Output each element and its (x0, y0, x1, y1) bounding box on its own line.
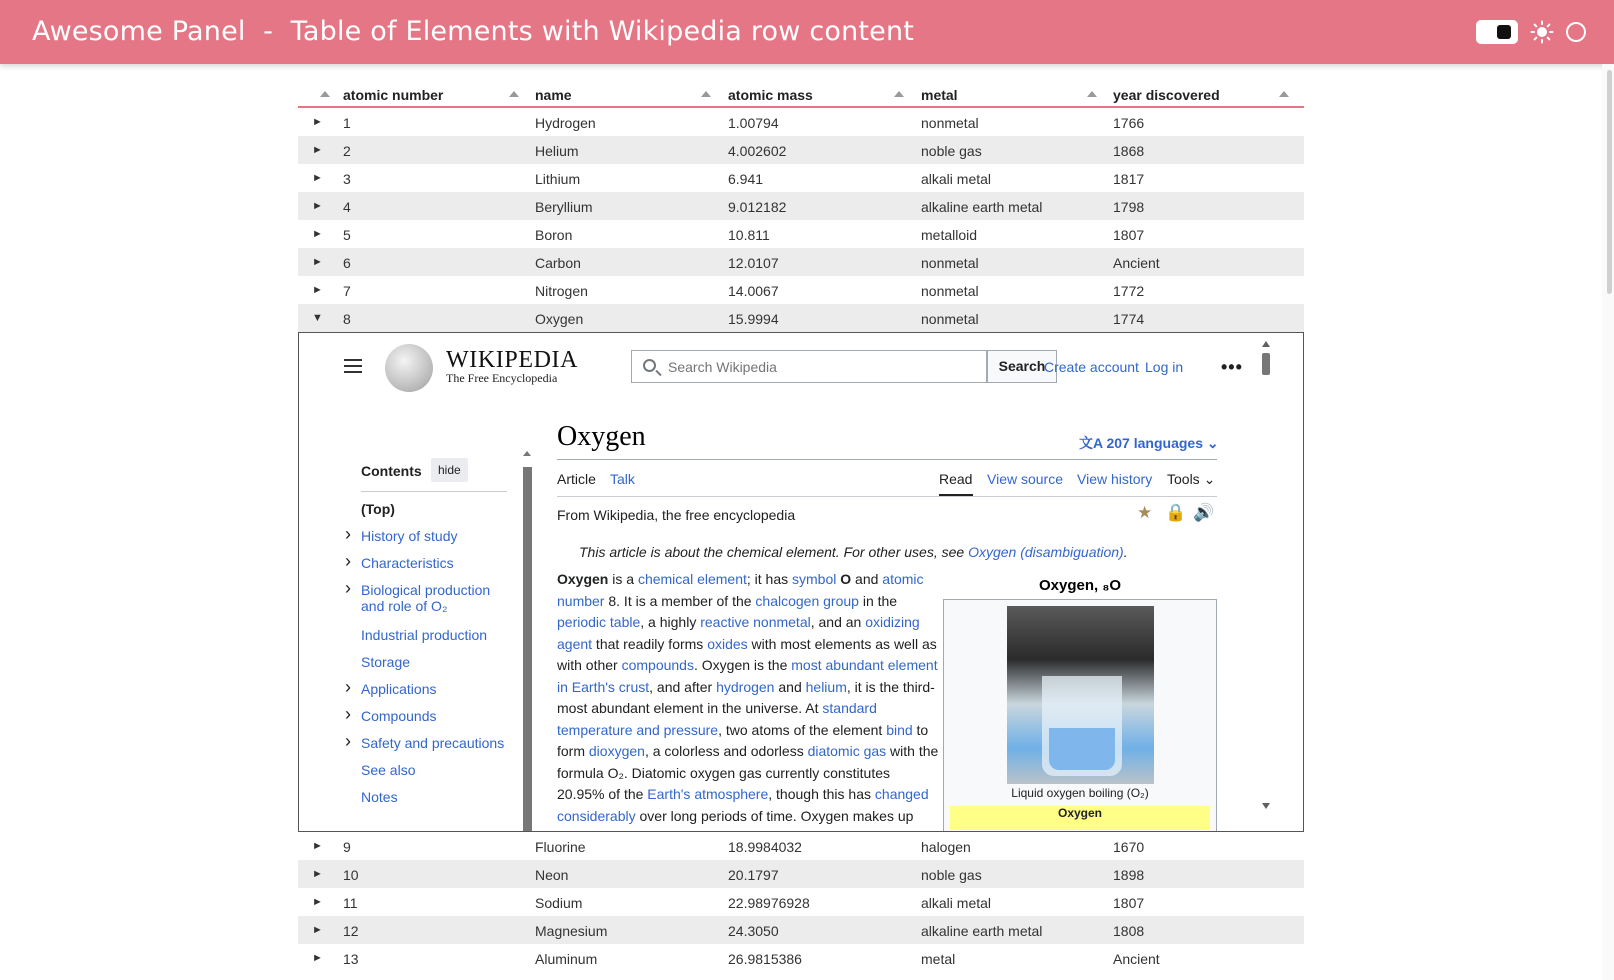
cell-metal: metal (921, 951, 956, 967)
cell-year: 1808 (1113, 923, 1145, 939)
cell-metal: nonmetal (921, 255, 979, 271)
expand-row-icon[interactable]: ► (312, 284, 323, 296)
article-link[interactable]: most abundant element (791, 657, 938, 673)
body-line (557, 806, 933, 828)
expand-row-icon[interactable]: ► (312, 116, 323, 128)
chevron-down-icon: ⌄ (1206, 435, 1219, 451)
cell-name: Magnesium (535, 923, 608, 939)
chevron-down-icon: ⌄ (1203, 471, 1216, 487)
sort-arrow-icon[interactable] (701, 91, 711, 97)
body-text: , it is the third- (846, 678, 935, 695)
cell-n: 6 (343, 255, 351, 271)
toc-item[interactable] (361, 654, 410, 670)
bold-text: O (840, 571, 852, 587)
tab-view-source[interactable]: View source (987, 471, 1064, 487)
cell-metal: alkaline earth metal (921, 199, 1043, 215)
hatnote (579, 544, 1128, 560)
column-year-discovered[interactable] (1113, 80, 1303, 103)
article-link[interactable]: reactive nonmetal (700, 614, 811, 630)
body-text: to (912, 721, 929, 738)
article-link[interactable]: agent (557, 635, 593, 652)
wikipedia-row-content (298, 332, 1304, 832)
body-line (557, 784, 933, 806)
article-link[interactable]: changed (874, 786, 929, 802)
toc-item[interactable] (361, 627, 487, 643)
cell-mass: 20.1797 (728, 867, 779, 883)
lock-icon[interactable]: 🔒 (1165, 503, 1187, 522)
article-link[interactable]: number (557, 592, 605, 609)
sort-arrow-icon[interactable] (1279, 91, 1289, 97)
body-text: ; it has (746, 571, 793, 587)
languages-button[interactable] (1079, 433, 1219, 453)
tabs-divider (557, 496, 1217, 497)
body-text: , a highly (640, 614, 701, 630)
infobox-caption: Liquid oxygen boiling (O₂) (1011, 786, 1149, 800)
site-subtitle: From Wikipedia, the free encyclopedia (557, 507, 796, 523)
chevron-right-icon[interactable]: › (345, 524, 351, 544)
cell-name: Carbon (535, 255, 581, 271)
translate-icon: 文A (1079, 435, 1103, 451)
wiki-scrollbar-thumb[interactable] (1262, 353, 1270, 375)
toc-item-label: History of study (361, 528, 458, 544)
cell-name: Sodium (535, 895, 583, 911)
toc-item-label: See also (361, 762, 416, 778)
toc-item-label: Characteristics (361, 555, 454, 571)
toc-item[interactable] (345, 578, 491, 614)
body-text: with the (886, 743, 939, 759)
cell-mass: 24.3050 (728, 923, 779, 939)
article-link[interactable]: considerably (557, 807, 636, 824)
table-row[interactable] (298, 860, 1304, 888)
tools-label: Tools (1167, 471, 1200, 487)
body-text: , and an (810, 614, 866, 630)
body-text: , a colorless and odorless (644, 743, 808, 759)
wiki-search-box[interactable] (631, 350, 987, 383)
body-line (557, 612, 933, 634)
article-link[interactable]: standard (822, 700, 877, 716)
expand-row-icon[interactable]: ► (312, 952, 323, 964)
article-link[interactable]: hydrogen (716, 678, 775, 695)
wiki-search-input[interactable] (668, 357, 938, 377)
chevron-right-icon[interactable]: › (345, 704, 351, 724)
body-line (557, 677, 933, 699)
cell-name: Aluminum (535, 951, 598, 967)
body-text: , though this has (768, 786, 875, 802)
expand-row-icon[interactable]: ► (312, 868, 323, 880)
table-body-top (298, 108, 1304, 332)
cell-mass: 22.98976928 (728, 895, 810, 911)
column-label: year discovered (1113, 87, 1220, 103)
article-body (557, 569, 939, 827)
header-icons (1476, 20, 1586, 44)
cell-name: Hydrogen (535, 115, 596, 131)
table-row[interactable] (298, 276, 1304, 304)
toc-title: Contents (361, 463, 422, 479)
page-scrollbar-thumb[interactable] (1607, 70, 1612, 294)
body-text: and (851, 571, 883, 587)
body-text: . Oxygen is the (693, 657, 792, 673)
toc-item-label: Storage (361, 654, 411, 670)
expand-row-icon[interactable]: ► (312, 172, 323, 184)
languages-label: 207 languages (1106, 435, 1203, 451)
cell-mass: 10.811 (728, 227, 770, 243)
app-title: Awesome Panel - Table of Elements with Wikipedia row content (32, 16, 915, 47)
expand-row-icon[interactable]: ► (312, 896, 323, 908)
cell-name: Oxygen (535, 311, 584, 327)
body-text: over long periods of time. Oxygen makes up (635, 807, 914, 824)
sun-icon[interactable] (1530, 20, 1554, 44)
toc-item[interactable] (345, 551, 454, 571)
sort-arrow-icon[interactable] (509, 91, 519, 97)
hatnote-end: . (1123, 544, 1128, 560)
tab-read[interactable]: Read (939, 471, 973, 487)
column-label: name (535, 87, 572, 103)
tab-article[interactable]: Article (557, 471, 596, 487)
table-row[interactable] (298, 136, 1304, 164)
cell-metal: alkali metal (921, 895, 992, 911)
toc-item-label: Safety and precautions (361, 735, 505, 751)
body-line (557, 655, 938, 677)
infobox-band: Oxygen (950, 806, 1210, 830)
cell-metal: alkaline earth metal (921, 923, 1043, 939)
body-text: with most elements as well as (747, 635, 937, 652)
search-icon (643, 359, 656, 372)
column-label: metal (921, 87, 958, 103)
body-text: that readily forms (592, 635, 708, 652)
cell-mass: 12.0107 (728, 255, 779, 271)
table-row[interactable] (298, 164, 1304, 192)
article-link[interactable]: helium (805, 678, 847, 695)
cell-metal: nonmetal (921, 115, 979, 131)
sort-arrow-icon[interactable] (1087, 91, 1097, 97)
cell-n: 9 (343, 839, 351, 855)
cell-mass: 14.0067 (728, 283, 779, 299)
cell-n: 13 (343, 951, 359, 967)
cell-year: 1898 (1113, 867, 1145, 883)
body-text: in the (858, 592, 898, 609)
chevron-right-icon[interactable]: › (345, 551, 351, 571)
tab-talk[interactable]: Talk (610, 471, 635, 487)
body-line (557, 591, 933, 613)
cell-year: 1868 (1113, 143, 1145, 159)
mouse-cursor (271, 476, 285, 496)
wiki-search-button[interactable]: Search (987, 350, 1057, 383)
title-divider (557, 459, 1217, 460)
cell-n: 5 (343, 227, 351, 243)
cell-name: Beryllium (535, 199, 593, 215)
cell-name: Boron (535, 227, 573, 243)
toc-item-label: Compounds (361, 708, 437, 724)
cell-n: 7 (343, 283, 351, 299)
toc-item-label: (Top) (361, 501, 395, 517)
expand-row-icon[interactable]: ► (312, 256, 323, 268)
toc-scrollbar-thumb[interactable] (523, 467, 532, 832)
log-in-link[interactable]: Log in (1145, 359, 1184, 375)
hamburger-menu-icon[interactable] (344, 359, 362, 373)
article-link[interactable]: dioxygen (588, 743, 645, 759)
toc-item[interactable] (361, 762, 415, 778)
toc-item[interactable] (345, 677, 437, 697)
bold-text: Oxygen (557, 571, 609, 587)
article-link[interactable]: oxides (707, 635, 748, 652)
expand-row-icon[interactable]: ► (312, 200, 323, 212)
cell-year: 1772 (1113, 283, 1145, 299)
body-text: , two atoms of the element (718, 721, 887, 738)
wiki-scrollbar[interactable] (1261, 341, 1271, 811)
column-label: atomic mass (728, 87, 813, 103)
scroll-up-icon[interactable] (523, 451, 531, 456)
cell-metal: metalloid (921, 227, 978, 243)
table-row[interactable] (298, 248, 1304, 276)
cell-metal: halogen (921, 839, 971, 855)
liquid-oxygen-photo[interactable] (1007, 606, 1154, 784)
cell-mass: 1.00794 (728, 115, 779, 131)
article-link[interactable]: periodic table (557, 614, 641, 630)
wikipedia-tagline: The Free Encyclopedia (446, 371, 558, 385)
toc-item[interactable] (345, 524, 458, 544)
article-link[interactable]: temperature and pressure (557, 721, 719, 738)
body-text: formula O₂. Diatomic oxygen gas currently constitutes (557, 764, 891, 781)
body-line (557, 720, 933, 742)
cell-year: 1798 (1113, 199, 1145, 215)
body-line (557, 698, 933, 720)
cell-mass: 26.9815386 (728, 951, 802, 967)
table-row[interactable] (298, 304, 1304, 332)
listen-audio-icon[interactable]: 🔊 (1193, 503, 1215, 522)
cell-n: 3 (343, 171, 351, 187)
page-scrollbar[interactable] (1602, 64, 1614, 980)
body-text: with other (557, 657, 622, 673)
cell-n: 2 (343, 143, 351, 159)
body-line (557, 763, 933, 785)
wikipedia-wordmark[interactable]: WIKIPEDIA (446, 347, 579, 373)
table-row[interactable] (298, 888, 1304, 916)
tools-menu[interactable] (1167, 471, 1215, 488)
body-text: form (557, 743, 589, 759)
article-link[interactable]: chemical element (637, 571, 747, 587)
toc-item-label: Applications (361, 681, 437, 697)
cell-year: 1670 (1113, 839, 1145, 855)
cell-year: 1817 (1113, 171, 1145, 187)
cell-name: Neon (535, 867, 569, 883)
chevron-right-icon[interactable]: › (345, 677, 351, 697)
column-label: atomic number (343, 87, 444, 103)
body-text: is a (608, 571, 638, 587)
sort-arrow-icon[interactable] (320, 91, 330, 97)
body-text: and (774, 678, 806, 695)
column-name[interactable] (535, 80, 725, 103)
scroll-down-icon[interactable] (1262, 803, 1270, 809)
cell-n: 1 (343, 115, 351, 131)
article-link[interactable]: Earth's atmosphere (647, 786, 769, 802)
table-row[interactable] (298, 192, 1304, 220)
theme-toggle-icon[interactable] (1476, 20, 1518, 44)
table-row[interactable] (298, 108, 1304, 136)
toc-item-label: Industrial production (361, 627, 488, 643)
cell-name: Helium (535, 143, 579, 159)
expand-row-icon[interactable]: ► (312, 840, 323, 852)
chevron-right-icon[interactable]: › (345, 578, 351, 598)
create-account-link[interactable]: Create account (1044, 359, 1139, 375)
article-link[interactable]: atomic (882, 571, 924, 587)
cell-year: 1774 (1113, 311, 1145, 327)
table-row[interactable] (298, 220, 1304, 248)
cell-metal: noble gas (921, 143, 982, 159)
toc-item-label: Biological production (361, 582, 491, 598)
cell-n: 11 (343, 895, 358, 911)
cell-name: Nitrogen (535, 283, 588, 299)
collapse-row-icon[interactable]: ▼ (312, 312, 323, 324)
toc-item[interactable] (361, 789, 398, 805)
chevron-right-icon[interactable]: › (345, 731, 351, 751)
toc-item-label-line2: and role of O₂ (361, 598, 448, 614)
tab-view-history[interactable]: View history (1077, 471, 1153, 487)
cell-mass: 6.941 (728, 171, 764, 187)
cell-year: 1807 (1113, 227, 1145, 243)
article-link[interactable]: oxidizing (865, 614, 920, 630)
infobox-title: Oxygen, ₈O (1038, 577, 1122, 594)
article-link[interactable]: symbol (792, 571, 837, 587)
app-header (0, 0, 1614, 64)
cell-name: Lithium (535, 171, 581, 187)
infobox (943, 599, 1217, 832)
article-link[interactable]: diatomic gas (807, 743, 887, 759)
elements-table (298, 80, 1304, 972)
body-text: most abundant element in the universe. At (557, 700, 823, 716)
cell-metal: alkali metal (921, 171, 992, 187)
toc-item-label: Notes (361, 789, 398, 805)
table-row[interactable] (298, 832, 1304, 860)
wikipedia-globe-logo[interactable] (385, 344, 433, 392)
table-row[interactable] (298, 916, 1304, 944)
table-row[interactable] (298, 944, 1304, 972)
cell-metal: nonmetal (921, 283, 979, 299)
more-options-icon[interactable]: ••• (1221, 357, 1243, 377)
cell-metal: noble gas (921, 867, 982, 883)
toc-hide-button[interactable]: hide (431, 458, 468, 482)
toc-item[interactable] (361, 501, 395, 517)
expand-row-icon[interactable]: ► (312, 228, 323, 240)
table-header (298, 80, 1304, 108)
body-text: 20.95% of the (557, 786, 648, 802)
cell-year: 1766 (1113, 115, 1145, 131)
article-link[interactable]: compounds (621, 657, 694, 673)
cell-n: 10 (343, 867, 359, 883)
hatnote-text: This article is about the chemical element. For other uses, see (579, 544, 969, 560)
column-atomic-mass[interactable] (728, 80, 918, 103)
cell-mass: 18.9984032 (728, 839, 802, 855)
cell-name: Fluorine (535, 839, 586, 855)
body-line (557, 741, 939, 763)
scroll-up-icon[interactable] (1262, 341, 1270, 347)
article-link[interactable]: chalcogen group (755, 592, 859, 609)
body-text: , and after (649, 678, 717, 695)
table-body-bottom (298, 832, 1304, 972)
toc-item[interactable] (345, 704, 437, 724)
toc-divider (361, 491, 507, 492)
column-metal[interactable] (921, 80, 1111, 103)
cell-n: 8 (343, 311, 351, 327)
column-atomic-number[interactable] (343, 80, 533, 103)
expand-row-icon[interactable]: ► (312, 924, 323, 936)
cell-mass: 4.002602 (728, 143, 787, 159)
sort-arrow-icon[interactable] (894, 91, 904, 97)
cell-year: Ancient (1113, 951, 1160, 967)
cell-year: Ancient (1113, 255, 1160, 271)
cell-mass: 15.9994 (728, 311, 779, 327)
body-line (557, 634, 937, 656)
article-link[interactable]: bind (886, 721, 913, 738)
article-title: Oxygen (557, 421, 646, 452)
featured-star-icon[interactable]: ★ (1137, 503, 1153, 522)
cell-n: 4 (343, 199, 351, 215)
cell-year: 1807 (1113, 895, 1145, 911)
article-link[interactable]: in Earth's crust (557, 678, 650, 695)
disambiguation-link[interactable]: Oxygen (disambiguation) (968, 544, 1124, 560)
cell-mass: 9.012182 (728, 199, 787, 215)
body-text: 8. It is a member of the (604, 592, 756, 609)
toc-item[interactable] (345, 731, 505, 751)
expand-row-icon[interactable]: ► (312, 144, 323, 156)
cell-metal: nonmetal (921, 311, 979, 327)
cell-n: 12 (343, 923, 359, 939)
body-line (557, 569, 933, 591)
toc-scrollbar[interactable] (523, 451, 532, 832)
circle-icon[interactable] (1566, 22, 1586, 42)
